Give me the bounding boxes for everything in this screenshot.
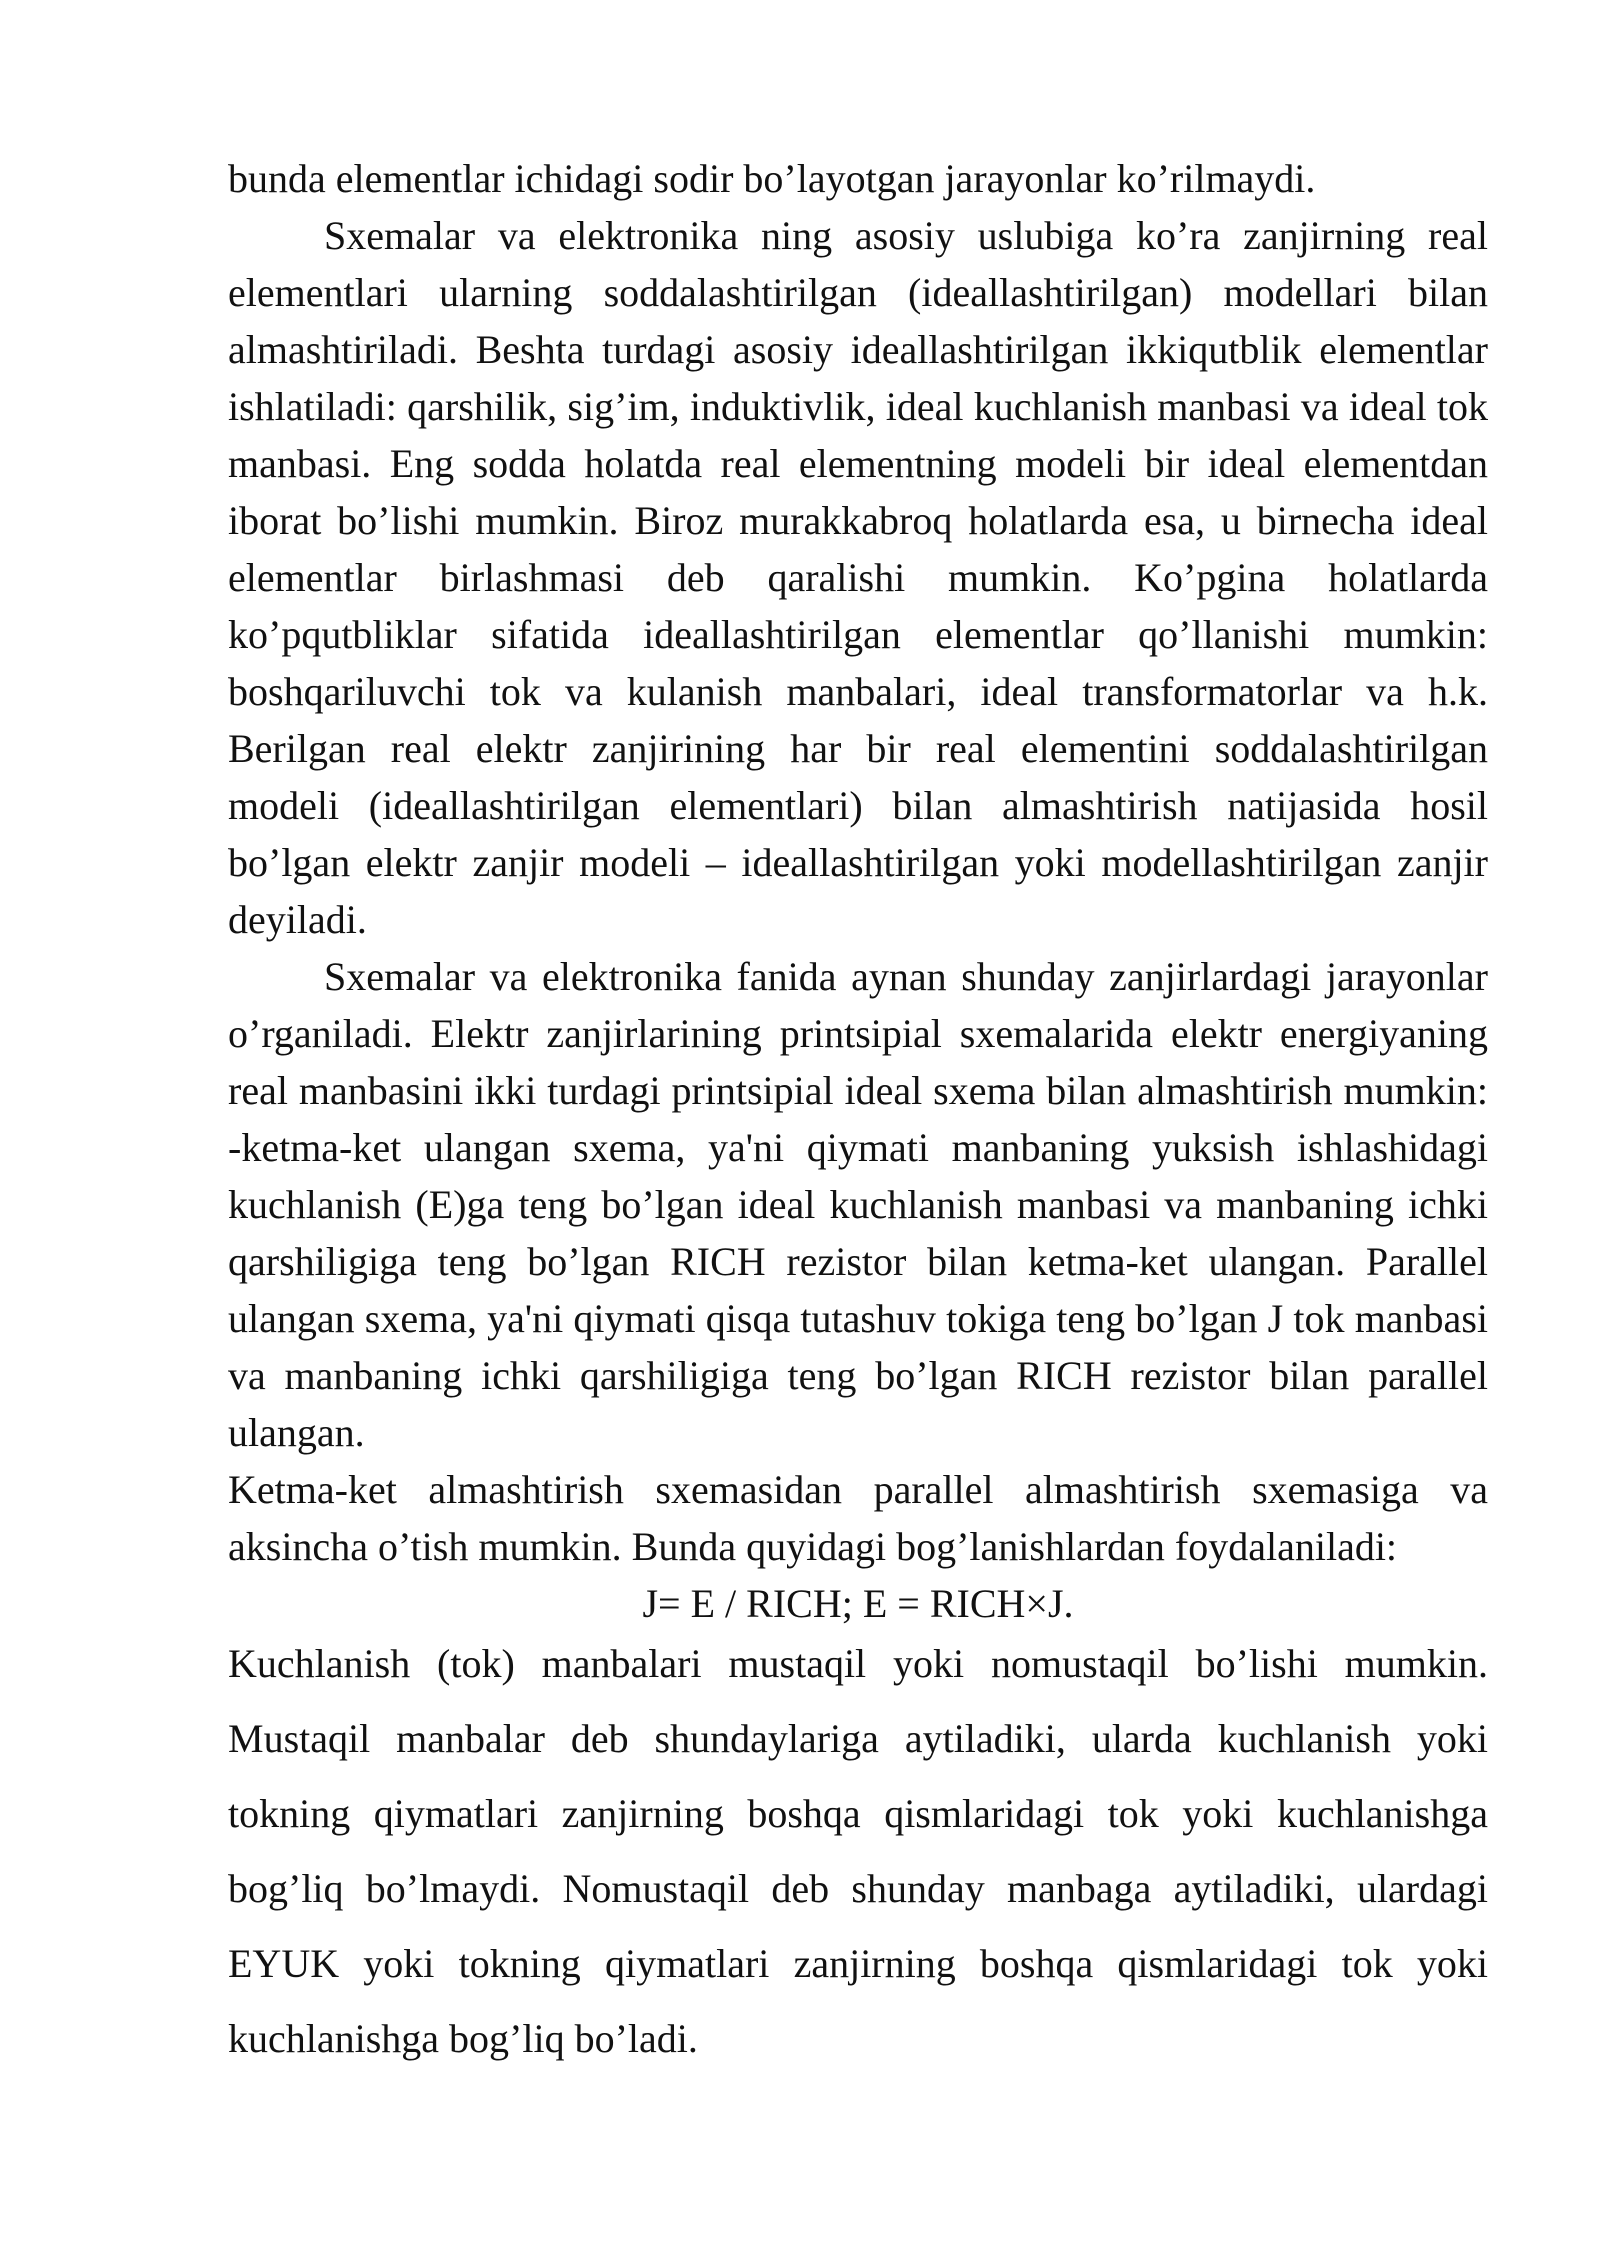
document-page <box>228 150 1488 2076</box>
formula: J= E / RICH; E = RICH×J. <box>642 1581 1074 1626</box>
paragraph-3: Sxemalar va elektronika fanida aynan shunday zanjirlardagi jarayonlar o’rganiladi. Elektr zanjirlarining printsipial sxemalarida elektr energiyaning real manbasini ikki turdagi printsipial ideal sxema bilan almashtirish mumkin: -ketma-ket ulangan sxema, ya'ni qiymati manbaning yuksish ishlashidagi kuchlanish (E)ga teng bo’lgan ideal kuchlanish manbasi va manbaning ichki qarshiligiga teng bo’lgan RICH rezistor bilan ketma-ket ulangan. Parallel ulangan sxema, ya'ni qiymati qisqa tutashuv tokiga teng bo’lgan J tok manbasi va manbaning ichki qarshiligiga teng bo’lgan RICH rezistor bilan parallel ulangan. <box>228 954 1488 1455</box>
paragraph-1: bunda elementlar ichidagi sodir bo’layotgan jarayonlar ko’rilmaydi. <box>228 156 1316 201</box>
paragraph-5: Kuchlanish (tok) manbalari mustaqil yoki nomustaqil bo’lishi mumkin. Mustaqil manbalar deb shundaylariga aytiladiki, ularda kuchlanish yoki tokning qiymatlari zanjirning boshqa qismlaridagi tok yoki kuchlanishga bog’liq bo’lmaydi. Nomustaqil deb shunday manbaga aytiladiki, ulardagi EYUK yoki tokning qiymatlari zanjirning boshqa qismlaridagi tok yoki kuchlanishga bog’liq bo’ladi. <box>228 1641 1488 2061</box>
paragraph-2: Sxemalar va elektronika ning asosiy uslubiga ko’ra zanjirning real elementlari ularning soddalashtirilgan (ideallashtirilgan) modellari bilan almashtiriladi. Beshta turdagi asosiy ideallashtirilgan ikkiqutblik elementlar ishlatiladi: qarshilik, sig’im, induktivlik, ideal kuchlanish manbasi va ideal tok manbasi. Eng sodda holatda real elementning modeli bir ideal elementdan iborat bo’lishi mumkin. Biroz murakkabroq holatlarda esa, u birnecha ideal elementlar birlashmasi deb qaralishi mumkin. Ko’pgina holatlarda ko’pqutbliklar sifatida ideallashtirilgan elementlar qo’llanishi mumkin: boshqariluvchi tok va kulanish manbalari, ideal transformatorlar va h.k. Berilgan real elektr zanjirining har bir real elementini soddalashtirilgan modeli (ideallashtirilgan elementlari) bilan almashtirish natijasida hosil bo’lgan elektr zanjir modeli – ideallashtirilgan yoki modellashtirilgan zanjir deyiladi. <box>228 213 1488 942</box>
paragraph-4: Ketma-ket almashtirish sxemasidan parallel almashtirish sxemasiga va aksincha o’tish mumkin. Bunda quyidagi bog’lanishlardan foydalaniladi: <box>228 1467 1488 1569</box>
